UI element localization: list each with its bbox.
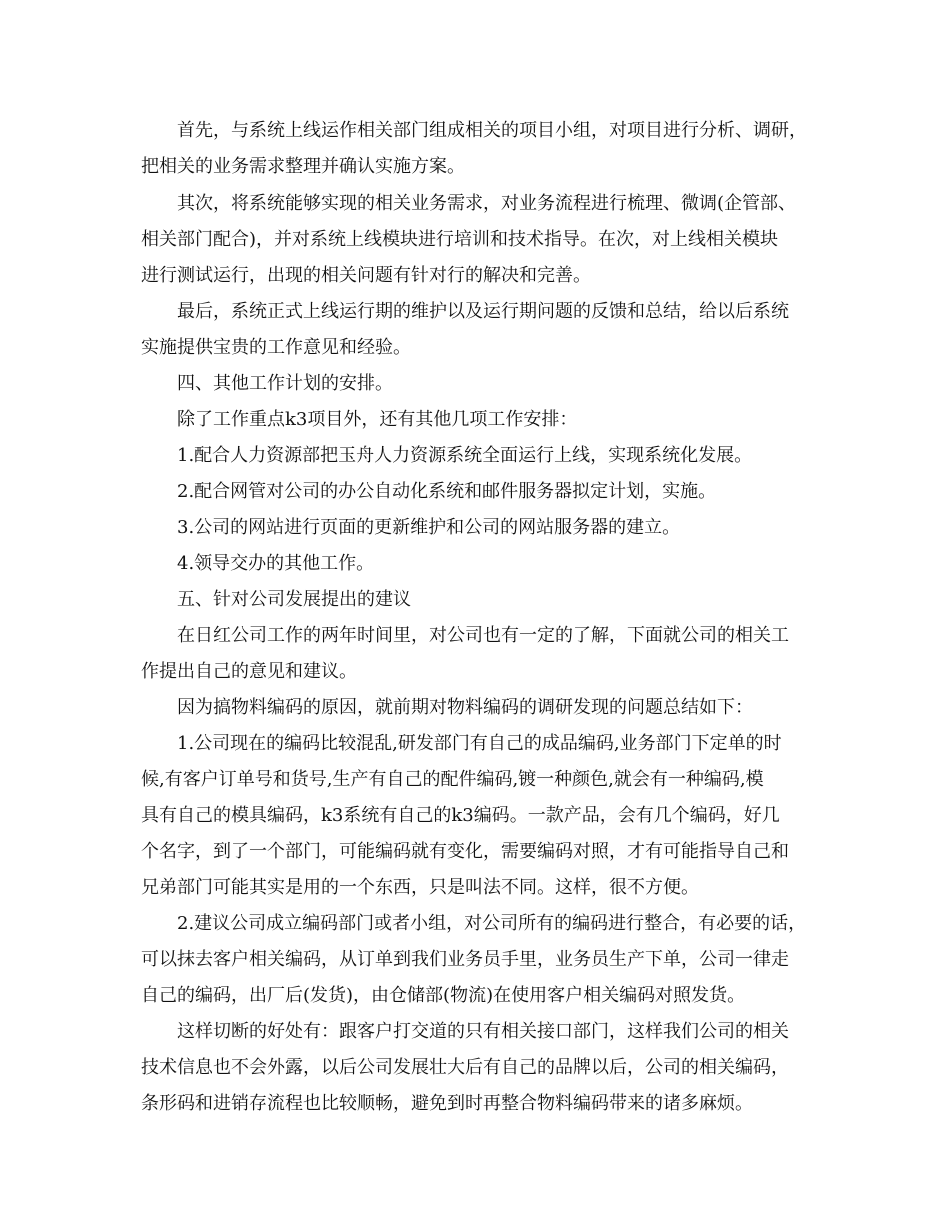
list-item: 2.建议公司成立编码部门或者小组，对公司所有的编码进行整合，有必要的话，: [177, 913, 807, 934]
text-line: 进行测试运行，出现的相关问题有针对行的解决和完善。: [141, 265, 591, 286]
text-line: 首先，与系统上线运作相关部门组成相关的项目小组，对项目进行分析、调研，: [177, 120, 807, 141]
list-item: 3.公司的网站进行页面的更新维护和公司的网站服务器的建立。: [177, 517, 681, 538]
text-line: 实施提供宝贵的工作意见和经验。: [141, 337, 411, 358]
text-line: 因为搞物料编码的原因，就前期对物料编码的调研发现的问题总结如下：: [177, 697, 753, 718]
text-line: 最后，系统正式上线运行期的维护以及运行期问题的反馈和总结，给以后系统: [177, 301, 789, 322]
text-line: 相关部门配合)，并对系统上线模块进行培训和技术指导。在次，对上线相关模块: [141, 229, 779, 250]
section-heading: 四、其他工作计划的安排。: [177, 373, 393, 394]
text-line: 具有自己的模具编码，k3系统有自己的k3编码。一款产品，会有几个编码，好几: [141, 805, 780, 826]
text-line: 候,有客户订单号和货号,生产有自己的配件编码,镀一种颜色,就会有一种编码,模: [141, 769, 764, 790]
section-heading: 五、针对公司发展提出的建议: [177, 589, 411, 610]
list-item: 4.领导交办的其他工作。: [177, 553, 375, 574]
list-item: 1.配合人力资源部把玉舟人力资源系统全面运行上线，实现系统化发展。: [177, 445, 753, 466]
text-line: 个名字，到了一个部门，可能编码就有变化，需要编码对照，才有可能指导自己和: [141, 841, 789, 862]
text-line: 作提出自己的意见和建议。: [141, 661, 357, 682]
text-line: 技术信息也不会外露，以后公司发展壮大后有自己的品牌以后，公司的相关编码，: [141, 1057, 789, 1078]
list-item: 2.配合网管对公司的办公自动化系统和邮件服务器拟定计划，实施。: [177, 481, 717, 502]
text-line: 自己的编码，出厂后(发货)，由仓储部(物流)在使用客户相关编码对照发货。: [141, 985, 746, 1006]
text-line: 条形码和进销存流程也比较顺畅，避免到时再整合物料编码带来的诸多麻烦。: [141, 1093, 753, 1114]
text-line: 在日红公司工作的两年时间里，对公司也有一定的了解，下面就公司的相关工: [177, 625, 789, 646]
text-line: 这样切断的好处有：跟客户打交道的只有相关接口部门，这样我们公司的相关: [177, 1021, 789, 1042]
text-line: 兄弟部门可能其实是用的一个东西，只是叫法不同。这样，很不方便。: [141, 877, 699, 898]
text-line: 可以抹去客户相关编码，从订单到我们业务员手里，业务员生产下单，公司一律走: [141, 949, 789, 970]
text-line: 除了工作重点k3项目外，还有其他几项工作安排：: [177, 409, 578, 430]
text-line: 把相关的业务需求整理并确认实施方案。: [141, 156, 465, 177]
list-item: 1.公司现在的编码比较混乱,研发部门有自己的成品编码,业务部门下定单的时: [177, 733, 782, 754]
text-line: 其次，将系统能够实现的相关业务需求，对业务流程进行梳理、微调(企管部、: [177, 193, 797, 214]
